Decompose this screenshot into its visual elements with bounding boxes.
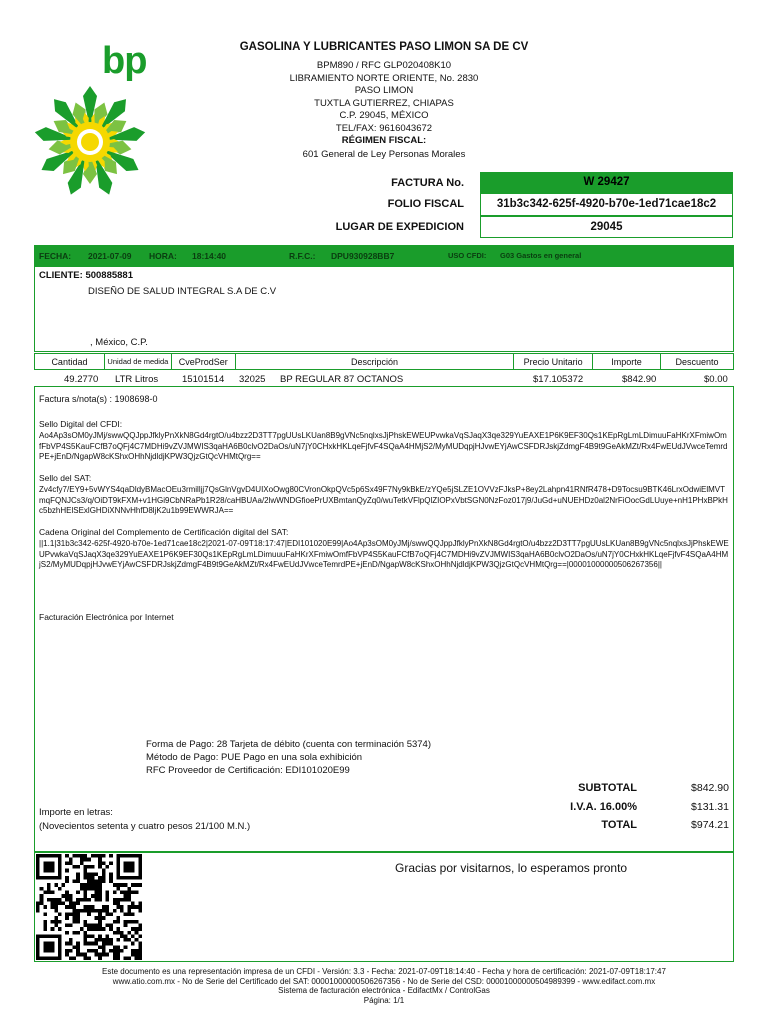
company-line: TUXTLA GUTIERREZ, CHIAPAS bbox=[314, 97, 454, 109]
regimen-value: 601 General de Ley Personas Morales bbox=[302, 148, 466, 160]
company-line: C.P. 29045, MÉXICO bbox=[339, 110, 429, 121]
col-header-cve: CveProdSer bbox=[171, 354, 235, 370]
gracias-message: Gracias por visitarnos, lo esperamos pronto bbox=[395, 861, 628, 875]
cadena-original: ||1.1|31b3c342-625f-4920-b70e-1ed71cae18c2|2021-07-09T18:17:47|EDI101020E99|Ao4Ap3sOM0yJMj/swwQQJppJfklyPnXkN8Gd4rgtO/u4bzz2D3TT7pgUUsLKUan8B9gVNc5nqlxsJjPhskEWEUPvwkaVqSJaqX3qe329YuEAXE1P6K9EF30Qs1KEpRgLmLDimuuuFaHKrXFmiwOmfFbVP4S5KauFCfB7oQFj4C7MDHi9vZVJMWIS3qaHA6B0clvO2DaOs/uN7jY0CHxkHKLqeFjfvF4SQaA4HMjS2/MyMUDqpjHJvwEYjAwCSFDRJskjZdmgF4B9t9GeAkMZt/Rx4FwEUdJVwceTemrdPE+jEnD/NgapW8cKShxOHhNjdldjKPW3QjzGtQcVHMtQrg==|00001000000506267356|| bbox=[39, 539, 729, 569]
factura-number: W 29427 bbox=[583, 176, 630, 188]
company-line: BPM890 / RFC GLP020408K10 bbox=[316, 60, 452, 71]
cell-descripcion: BP REGULAR 87 OCTANOS bbox=[280, 374, 404, 385]
cadena-label: Cadena Original del Complemento de Certificación digital del SAT: bbox=[39, 527, 289, 537]
cell-code: 32025 bbox=[239, 374, 266, 385]
forma-pago: Forma de Pago: 28 Tarjeta de débito (cuenta con terminación 5374) bbox=[146, 739, 431, 750]
col-header-precio: Precio Unitario bbox=[514, 354, 593, 370]
company-name: GASOLINA Y LUBRICANTES PASO LIMON SA DE CV bbox=[239, 41, 529, 53]
bp-helios-icon bbox=[32, 84, 148, 200]
cell-importe: $842.90 bbox=[622, 374, 657, 385]
qr-code-icon bbox=[36, 854, 142, 960]
sello-cfdi-label: Sello Digital del CFDI: bbox=[39, 419, 123, 429]
footer bbox=[20, 967, 748, 1005]
total-value: $974.21 bbox=[691, 819, 729, 831]
subtotal-label: SUBTOTAL bbox=[578, 782, 637, 794]
uso-value: G03 Gastos en general bbox=[500, 251, 582, 260]
uso-label: USO CFDI: bbox=[448, 251, 487, 260]
notas: Factura s/nota(s) : 1908698-0 bbox=[39, 394, 158, 404]
footer-line: Sistema de facturación electrónica - EdifactMx / ControlGas bbox=[278, 986, 490, 995]
payment-block bbox=[146, 738, 431, 777]
client-address: , México, C.P. bbox=[90, 337, 148, 348]
client-name: DISEÑO DE SALUD INTEGRAL S.A DE C.V bbox=[88, 286, 277, 297]
iva-label: I.V.A. 16.00% bbox=[570, 801, 637, 813]
facturacion-electronica: Facturación Electrónica por Internet bbox=[39, 612, 174, 622]
rfc-value: DPU930928BB7 bbox=[331, 251, 395, 261]
company-line: PASO LIMON bbox=[354, 85, 414, 96]
sello-cfdi: Ao4Ap3sOM0yJMj/swwQQJppJfklyPnXkN8Gd4rgtO/u4bzz2D3TT7pgUUsLKUan8B9gVNc5nqlxsJjPhskEWEUPvwkaVqSJaqX3qe329YuEAXE1P6K9EF30Qs1KEpRgLmLDimuuFaHKrXFmiwOmfFbVP4S5KauFCfB7oQFj4C7MDHi9vZVJMWIS3qaHA6B0clvO2DaOs/uN7jY0CHxkHKLqeFjfvF4SQaA4HMjS2/MyMUDqpjHJvwEYjAwCSFDRJskjZdmgF4B9t9GeAkMZt/Rx4FwEUdJVwceTemrdPE+jEnD/NgapW8cKShxOHhNjdldjKPW3QjzGtQcVHMtQrg== bbox=[39, 431, 728, 461]
client-id: CLIENTE: 500885881 bbox=[39, 270, 133, 281]
total-label: TOTAL bbox=[601, 819, 637, 831]
cell-cantidad: 49.2770 bbox=[64, 374, 99, 385]
lugar-expedicion: 29045 bbox=[590, 221, 623, 233]
col-header-descripcion: Descripción bbox=[235, 354, 513, 370]
fecha-label: FECHA: bbox=[39, 251, 72, 261]
sello-sat-label: Sello del SAT: bbox=[39, 473, 92, 483]
fecha-value: 2021-07-09 bbox=[88, 251, 132, 261]
rfc-proveedor: RFC Proveedor de Certificación: EDI101020E99 bbox=[146, 765, 350, 776]
footer-line: www.atio.com.mx - No de Serie del Certificado del SAT: 00001000000506267356 - No de Serie del CSD: 00001000000504989399 - www.edifact.com.mx bbox=[112, 976, 656, 986]
cell-cve: 15101514 bbox=[182, 374, 225, 385]
footer-line: Página: 1/1 bbox=[363, 995, 405, 1005]
col-header-importe: Importe bbox=[593, 354, 661, 370]
rfc-label: R.F.C.: bbox=[289, 251, 316, 261]
bp-logo bbox=[30, 42, 150, 202]
col-header-descuento: Descuento bbox=[661, 354, 734, 370]
company-line: LIBRAMIENTO NORTE ORIENTE, No. 2830 bbox=[289, 72, 479, 84]
items-table-header bbox=[34, 353, 734, 370]
importe-letras-label: Importe en letras: bbox=[39, 807, 113, 818]
iva-value: $131.31 bbox=[691, 801, 729, 813]
col-header-cantidad: Cantidad bbox=[35, 354, 105, 370]
hora-value: 18:14:40 bbox=[192, 251, 227, 261]
lugar-label: LUGAR DE EXPEDICION bbox=[335, 221, 464, 233]
company-address-block bbox=[230, 60, 538, 161]
importe-letras-value: (Novecientos setenta y cuatro pesos 21/100 M.N.) bbox=[39, 821, 251, 832]
cell-precio: $17.105372 bbox=[533, 374, 584, 385]
folio-label: FOLIO FISCAL bbox=[387, 198, 464, 210]
regimen-label: RÉGIMEN FISCAL: bbox=[341, 135, 427, 146]
sello-sat: Zv4cfy7/EY9+5vWYS4qaDldyBMacOEu3rmilljj7QsGlnVgvD4UIXoOwg80CVronOkpQVc5p6Sx49F7Ny9kBkE/zYQe5jSLZE1OVVzFJksP+8ey2Lahpn41RNfR478+D9Tocsu9BTK46LrxOdwiElMVTmqFQNJCs3/q/OiDT9kFXM+v1HGi9CbNRaPb1R28/caHBUAa/2lwWNDGfioePrUXBmtanQyZq0/wuTetkVFlpQlZIOPxVbtSGN0NzFoz017j9/JuGd+uNUEHDz0al2NrFiOocGdLUuye+nH1PHxBPkHc5bzhHElSExlGHDiXNNvHhfD8ljK2u1b99EWWRJA== bbox=[39, 485, 728, 515]
metodo-pago: Método de Pago: PUE Pago en una sola exhibición bbox=[146, 752, 363, 763]
cell-descuento: $0.00 bbox=[704, 374, 728, 385]
factura-label: FACTURA No. bbox=[391, 177, 464, 189]
col-header-unidad: Unidad de medida bbox=[104, 354, 171, 370]
subtotal-value: $842.90 bbox=[691, 782, 729, 794]
hora-label: HORA: bbox=[149, 251, 177, 261]
folio-fiscal: 31b3c342-625f-4920-b70e-1ed71cae18c2 bbox=[496, 198, 717, 210]
company-line: TEL/FAX: 9616043672 bbox=[335, 122, 433, 134]
footer-line: Este documento es una representación impresa de un CFDI - Versión: 3.3 - Fecha: 2021-07-09T18:14:40 - Fecha y hora de certificación: 2021-07-09T18:17:47 bbox=[102, 967, 666, 976]
bp-logo-text: bp bbox=[102, 40, 147, 82]
cell-unidad: LTR Litros bbox=[115, 374, 159, 385]
